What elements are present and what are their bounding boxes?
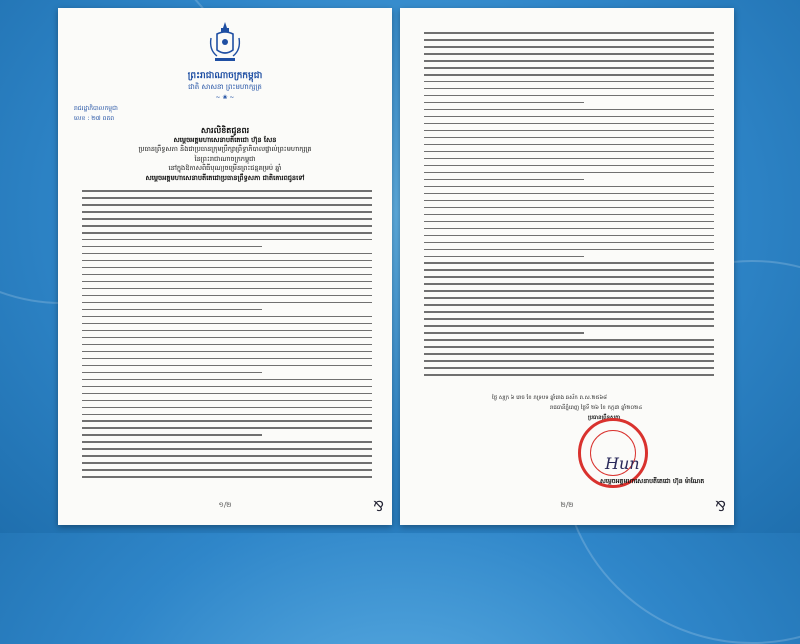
text-line — [82, 260, 372, 262]
text-line — [82, 372, 262, 374]
text-line — [424, 116, 714, 118]
text-line — [424, 130, 714, 132]
text-line — [82, 351, 372, 353]
text-line — [82, 316, 372, 318]
text-line — [82, 337, 372, 339]
text-line — [82, 302, 372, 304]
text-line — [424, 88, 714, 90]
national-motto: ជាតិ សាសនា ព្រះមហាក្សត្រ — [188, 83, 262, 91]
text-line — [424, 144, 714, 146]
text-line — [82, 211, 372, 213]
text-line — [82, 455, 372, 457]
text-line — [424, 353, 714, 355]
text-line — [424, 193, 714, 195]
text-line — [424, 186, 714, 188]
text-line — [424, 32, 714, 34]
text-line — [424, 262, 714, 264]
text-line — [82, 197, 372, 199]
text-line — [82, 323, 372, 325]
text-line — [82, 441, 372, 443]
text-line — [82, 190, 372, 192]
text-line — [424, 290, 714, 292]
text-line — [82, 225, 372, 227]
text-line — [82, 469, 372, 471]
text-line — [82, 281, 372, 283]
letter-title: សារលិខិតជូនពរ — [200, 126, 250, 135]
body-paragraph — [424, 32, 714, 381]
kingdom-title: ព្រះរាជាណាចក្រកម្ពុជា — [187, 71, 263, 81]
text-line — [82, 232, 372, 234]
page-number: ១/២ — [218, 501, 232, 509]
text-line — [424, 151, 714, 153]
text-line — [424, 283, 714, 285]
text-line — [82, 462, 372, 464]
text-line — [424, 228, 714, 230]
text-line — [82, 309, 262, 311]
issuing-office: រាជរដ្ឋាភិបាលកម្ពុជា — [74, 105, 118, 112]
text-line — [424, 102, 584, 104]
text-line — [424, 46, 714, 48]
text-line — [424, 367, 714, 369]
text-line — [82, 400, 372, 402]
text-line — [82, 274, 372, 276]
text-line — [424, 179, 584, 181]
text-line — [82, 288, 372, 290]
text-line — [82, 295, 372, 297]
initial-mark: ⅋ — [715, 499, 726, 515]
text-line — [82, 414, 372, 416]
text-line — [424, 221, 714, 223]
text-line — [82, 407, 372, 409]
text-line — [82, 253, 372, 255]
text-line — [424, 158, 714, 160]
text-line — [424, 39, 714, 41]
text-line — [424, 172, 714, 174]
text-line — [424, 311, 714, 313]
text-line — [82, 434, 262, 436]
motto-ornament: ~ ❀ ~ — [215, 94, 235, 101]
text-line — [424, 123, 714, 125]
title-line: ប្រធានព្រឹទ្ធសភា និងជាប្រធានក្រុមប្រឹក្សាព្រឹទ្ធាភិបាលផ្ទាល់ព្រះមហាក្សត្រ — [138, 145, 312, 154]
text-line — [424, 60, 714, 62]
text-line — [82, 448, 372, 450]
text-line — [424, 249, 714, 251]
text-line — [424, 53, 714, 55]
text-line — [424, 235, 714, 237]
text-line — [424, 165, 714, 167]
signer-title: ប្រធានព្រឹទ្ធសភា — [588, 415, 621, 421]
text-line — [82, 427, 372, 429]
text-line — [82, 218, 372, 220]
text-line — [424, 360, 714, 362]
page-number: ២/២ — [560, 501, 574, 509]
body-paragraph — [82, 190, 372, 483]
text-line — [424, 374, 714, 376]
document-page-1 — [58, 8, 392, 525]
text-line — [82, 386, 372, 388]
signer-name: សម្តេចអគ្គមហាសេនាបតីតេជោ ហ៊ុន ម៉ាណែត — [600, 478, 705, 485]
royal-crest-icon — [207, 20, 243, 66]
letter-title-block — [58, 126, 392, 184]
text-line — [82, 476, 372, 478]
text-line — [82, 330, 372, 332]
reference-number: លេខ : ២៧ ពតព — [74, 115, 115, 122]
title-line: នៅក្នុងឱកាសពិធីបុណ្យចម្រើនព្រះជន្មគម្រប់ ឆ្នាំ — [168, 164, 282, 173]
text-line — [424, 81, 714, 83]
text-line — [82, 420, 372, 422]
lunar-date: ថ្ងៃ សុក្រ ៦ រោច ខែ ភទ្របទ ឆ្នាំរោង ឆស័ក ព.ស.២៥៦៨ — [492, 395, 607, 401]
text-line — [424, 242, 714, 244]
text-line — [82, 379, 372, 381]
text-line — [424, 297, 714, 299]
text-line — [82, 358, 372, 360]
text-line — [424, 74, 714, 76]
text-line — [424, 207, 714, 209]
text-line — [424, 256, 584, 258]
text-line — [424, 276, 714, 278]
text-line — [82, 239, 372, 241]
text-line — [82, 246, 262, 248]
text-line — [424, 304, 714, 306]
text-line — [424, 137, 714, 139]
text-line — [82, 365, 372, 367]
text-line — [424, 318, 714, 320]
title-line: នៃព្រះរាជាណាចក្រកម្ពុជា — [194, 154, 256, 163]
document-page-2 — [400, 8, 734, 525]
text-line — [82, 267, 372, 269]
text-line — [424, 269, 714, 271]
text-line — [424, 95, 714, 97]
text-line — [424, 109, 714, 111]
text-line — [424, 214, 714, 216]
text-line — [424, 339, 714, 341]
handwritten-signature: Hun — [605, 454, 640, 473]
text-line — [82, 204, 372, 206]
solar-date: រាជធានីភ្នំពេញ ថ្ងៃទី ២៦ ខែ កក្កដា ឆ្នាំ២០២៤ — [550, 405, 643, 411]
text-line — [424, 200, 714, 202]
title-line: សម្តេចអគ្គមហាសេនាបតីតេជោប្រធានព្រឹទ្ធសភា ជាតិគោរពជូនទៅ — [145, 173, 305, 182]
title-line: សម្តេចអគ្គមហាសេនាបតីតេជោ ហ៊ុន សែន — [173, 135, 277, 144]
text-line — [424, 67, 714, 69]
initial-mark: ⅋ — [373, 499, 384, 515]
text-line — [424, 332, 584, 334]
text-line — [82, 393, 372, 395]
text-line — [424, 346, 714, 348]
text-line — [82, 344, 372, 346]
text-line — [424, 325, 714, 327]
